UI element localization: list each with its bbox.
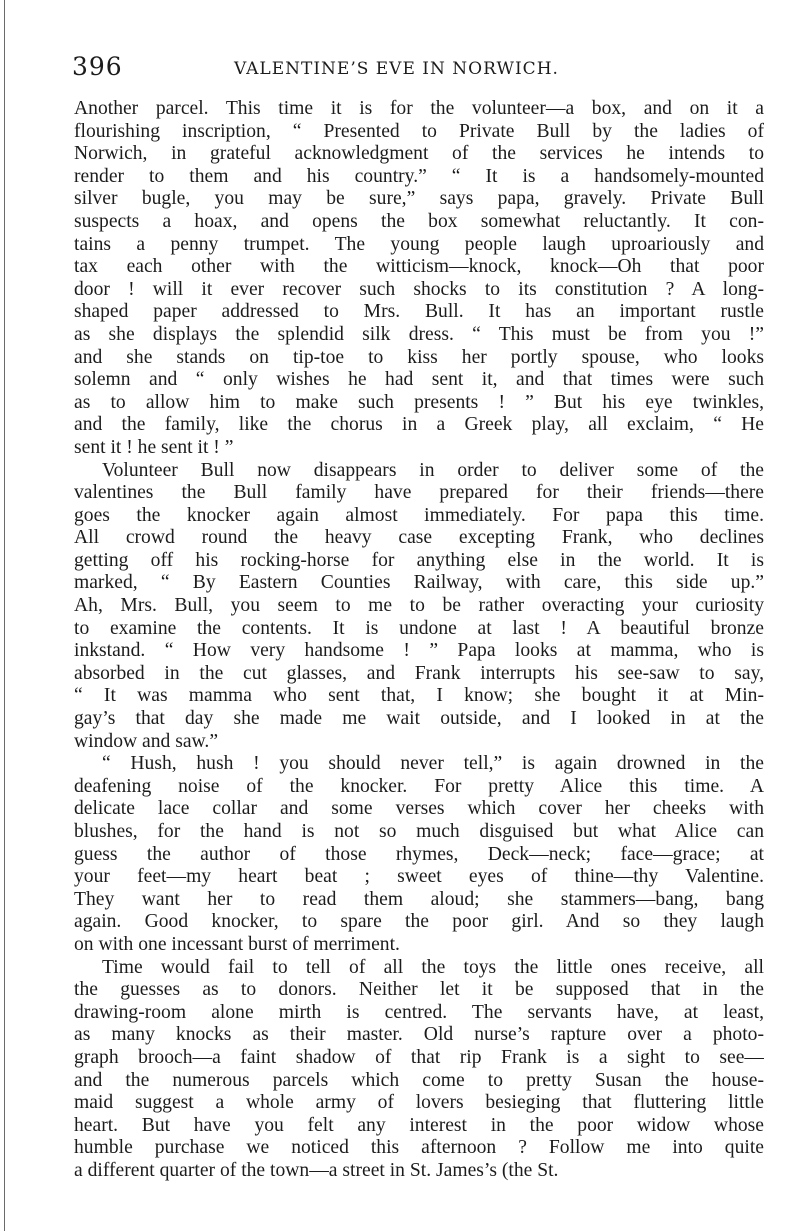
text-line: flourishing inscription, “ Presented to Private Bull by the ladies of (74, 120, 764, 142)
text-line: door ! will it ever recover such shocks to its constitution ? A long- (74, 278, 764, 300)
text-line: the guesses as to donors. Neither let it be supposed that in the (74, 979, 764, 1001)
text-line: shaped paper addressed to Mrs. Bull. It has an important rustle (74, 301, 764, 323)
text-line: inkstand. “ How very handsome ! ” Papa looks at mamma, who is (74, 640, 764, 662)
body-text (74, 98, 764, 1183)
text-line: on with one incessant burst of merriment. (74, 933, 400, 955)
text-line: “ Hush, hush ! you should never tell,” is again drowned in the (102, 753, 764, 775)
text-line: and the numerous parcels which come to pretty Susan the house- (74, 1069, 764, 1091)
text-line: All crowd round the heavy case excepting Frank, who declines (74, 527, 764, 549)
text-line: deafening noise of the knocker. For pretty Alice this time. A (74, 775, 764, 797)
text-line: maid suggest a whole army of lovers besieging that fluttering little (74, 1092, 764, 1114)
text-line: your feet—my heart beat ; sweet eyes of thine—thy Valentine. (74, 866, 764, 888)
text-line: to examine the contents. It is undone at last ! A beautiful bronze (74, 617, 764, 639)
text-line: suspects a hoax, and opens the box somewhat reluctantly. It con- (74, 210, 764, 232)
page-number: 396 (72, 52, 123, 81)
text-line: and she stands on tip-toe to kiss her portly spouse, who looks (74, 346, 764, 368)
text-line: drawing-room alone mirth is centred. The servants have, at least, (74, 1001, 764, 1023)
text-line: Volunteer Bull now disappears in order to deliver some of the (102, 459, 764, 481)
text-line: graph brooch—a faint shadow of that rip Frank is a sight to see— (74, 1046, 764, 1068)
paragraph (74, 98, 764, 460)
text-line: Ah, Mrs. Bull, you seem to me to be rather overacting your curiosity (74, 595, 764, 617)
text-line: Norwich, in grateful acknowledgment of the services he intends to (74, 143, 764, 165)
paragraph (74, 460, 764, 754)
text-line: window and saw.” (74, 730, 219, 752)
text-line: tains a penny trumpet. The young people laugh uproariously and (74, 233, 764, 255)
text-line: “ It was mamma who sent that, I know; she bought it at Min- (74, 685, 764, 707)
text-line: sent it ! he sent it ! ” (74, 436, 234, 458)
text-line: guess the author of those rhymes, Deck—neck; face—grace; at (74, 843, 764, 865)
text-line: Another parcel. This time it is for the volunteer—a box, and on it a (74, 98, 764, 119)
text-line: solemn and “ only wishes he had sent it, and that times were such (74, 369, 764, 391)
text-line: blushes, for the hand is not so much disguised but what Alice can (74, 821, 764, 842)
text-line: heart. But have you felt any interest in the poor widow whose (74, 1114, 764, 1136)
text-line: valentines the Bull family have prepared for their friends—there (74, 482, 764, 504)
text-line: getting off his rocking-horse for anything else in the world. It is (74, 549, 764, 571)
text-line: absorbed in the cut glasses, and Frank interrupts his see-saw to say, (74, 662, 764, 684)
text-line: a different quarter of the town—a street in St. James’s (the St. (74, 1159, 559, 1181)
text-line: humble purchase we noticed this afternoon ? Follow me into quite (74, 1137, 764, 1159)
page-edge-rule (4, 0, 5, 1231)
running-title: VALENTINE’S EVE IN NORWICH. (234, 59, 559, 79)
text-line: render to them and his country.” “ It is a handsomely-mounted (74, 165, 764, 187)
page-header (72, 52, 762, 88)
text-line: Time would fail to tell of all the toys the little ones receive, all (102, 956, 764, 978)
text-line: as she displays the splendid silk dress. “ This must be from you !” (74, 323, 764, 345)
paragraph (74, 957, 764, 1183)
text-line: goes the knocker again almost immediately. For papa this time. (74, 504, 764, 526)
paragraph (74, 753, 764, 956)
text-line: again. Good knocker, to spare the poor girl. And so they laugh (74, 911, 764, 933)
text-line: tax each other with the witticism—knock, knock—Oh that poor (74, 256, 764, 278)
text-line: as to allow him to make such presents ! ” But his eye twinkles, (74, 391, 764, 413)
text-line: and the family, like the chorus in a Greek play, all exclaim, “ He (74, 414, 764, 436)
text-line: marked, “ By Eastern Counties Railway, with care, this side up.” (74, 572, 764, 594)
text-line: delicate lace collar and some verses which cover her cheeks with (74, 798, 764, 820)
text-line: silver bugle, you may be sure,” says papa, gravely. Private Bull (74, 188, 764, 210)
text-line: They want her to read them aloud; she stammers—bang, bang (74, 888, 764, 910)
text-line: as many knocks as their master. Old nurse’s rapture over a photo- (74, 1024, 764, 1046)
text-line: gay’s that day she made me wait outside, and I looked in at the (74, 708, 764, 730)
